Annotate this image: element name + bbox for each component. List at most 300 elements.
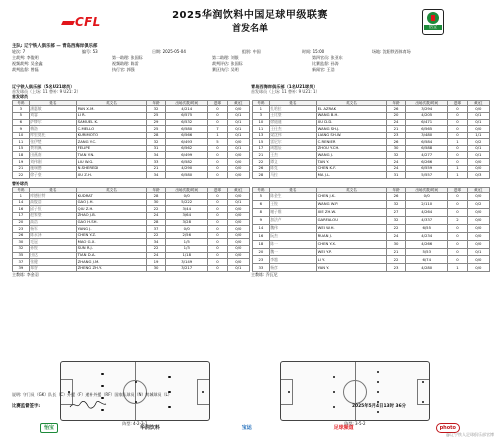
cell-age: 20 bbox=[386, 112, 406, 119]
cell-number: 26 bbox=[13, 232, 30, 239]
cell-age: 31 bbox=[386, 172, 406, 179]
cell-age: 30 bbox=[146, 199, 166, 206]
cell-number: 1 bbox=[13, 193, 30, 200]
cell-goals: 0 bbox=[448, 256, 468, 264]
cell-name-cn: 费利佩 bbox=[29, 145, 76, 152]
cell-apps: 4/214 bbox=[166, 106, 208, 113]
col-header-number: 号码 bbox=[253, 101, 270, 106]
col-header-age: 年龄 bbox=[146, 187, 166, 192]
table-row bbox=[13, 159, 250, 166]
cell-age: 34 bbox=[146, 172, 166, 179]
cell-name-en: TIAN D.A. bbox=[77, 252, 147, 259]
table-row bbox=[253, 216, 490, 224]
away-coach: 主教练: 乔瓦尼 bbox=[251, 272, 278, 278]
time-label: 时间: bbox=[302, 49, 312, 55]
away-team-name: 青岛西海岸俱乐部（1名U21球员） bbox=[251, 84, 318, 89]
cell-name-cn: 库德拉特 bbox=[29, 193, 76, 200]
cell-apps: 2/56 bbox=[166, 232, 208, 239]
cell-age: 29 bbox=[146, 119, 166, 126]
table-row bbox=[253, 145, 490, 152]
cell-name-cn: 刘睿 bbox=[29, 112, 76, 119]
col-header-apps: 出场次数/时间 bbox=[406, 187, 448, 192]
cell-number: 18 bbox=[253, 240, 270, 248]
match-info bbox=[12, 44, 488, 73]
cell-age: 22 bbox=[146, 232, 166, 239]
cell-apps: 6/588 bbox=[406, 145, 448, 152]
var-label: 视频裁判: bbox=[12, 60, 30, 66]
cell-age: 26 bbox=[386, 193, 406, 201]
supervisor-label: 比赛监督: bbox=[312, 60, 330, 66]
cell-number: 1 bbox=[253, 106, 270, 113]
cell-age: 22 bbox=[146, 206, 166, 213]
cell-cards: 0/0 bbox=[227, 232, 249, 239]
player-position-dot bbox=[377, 401, 379, 403]
cell-number: 19 bbox=[13, 159, 30, 166]
player-position-dot bbox=[333, 376, 335, 378]
cell-cards: 0/1 bbox=[227, 126, 249, 133]
table-row bbox=[253, 119, 490, 126]
cell-name-en: TAN Y. bbox=[317, 159, 387, 166]
cell-name-cn: 潘惠敏 bbox=[29, 106, 76, 113]
cell-number: 14 bbox=[13, 199, 30, 206]
cell-cards: 0/1 bbox=[467, 112, 489, 119]
cell-apps: 6/584 bbox=[406, 139, 448, 146]
cell-name-en: LIU W.G. bbox=[77, 159, 147, 166]
cell-goals: 0 bbox=[208, 119, 228, 126]
cell-number: 22 bbox=[13, 172, 30, 179]
cell-name-cn: 王仕杰 bbox=[269, 126, 316, 133]
cell-name-en: ZHAO J.B. bbox=[77, 212, 147, 219]
cell-age: 23 bbox=[386, 132, 406, 139]
cell-cards: 0/0 bbox=[467, 159, 489, 166]
cell-apps: 4/266 bbox=[406, 240, 448, 248]
cell-age: 28 bbox=[146, 219, 166, 226]
venue-exec-value: 吴明 bbox=[230, 66, 239, 72]
cell-cards: 0/1 bbox=[467, 248, 489, 256]
cell-name-en: WEI W.H. bbox=[317, 224, 387, 232]
ref-supervisor-label: 裁判监督: bbox=[12, 66, 30, 72]
col-header-name-cn: 姓名 bbox=[269, 187, 316, 192]
cell-apps: 6/580 bbox=[166, 172, 208, 179]
cell-goals: 0 bbox=[208, 232, 228, 239]
col-header-name-cn: 姓名 bbox=[29, 101, 76, 106]
cell-cards: 1/1 bbox=[467, 132, 489, 139]
avar-label: 视频助理: bbox=[112, 60, 130, 66]
cell-apps: 4/280 bbox=[406, 264, 448, 272]
player-position-dot bbox=[168, 406, 170, 408]
cell-cards: 0/0 bbox=[227, 245, 249, 252]
table-row bbox=[13, 165, 250, 172]
time-value: 15:00 bbox=[312, 49, 325, 55]
cell-age: 22 bbox=[386, 256, 406, 264]
table-row bbox=[253, 264, 490, 272]
table-row bbox=[253, 208, 490, 216]
table-row bbox=[13, 193, 250, 200]
cell-name-cn: 王杰 bbox=[269, 152, 316, 159]
handwritten-signature bbox=[68, 400, 108, 410]
cell-cards: 0/1 bbox=[227, 132, 249, 139]
cell-cards: 0/1 bbox=[227, 145, 249, 152]
cell-age: 27 bbox=[386, 208, 406, 216]
cell-goals: 0 bbox=[208, 212, 228, 219]
lineup-tables bbox=[12, 84, 490, 279]
cell-number: 21 bbox=[253, 152, 270, 159]
sponsor-bar bbox=[40, 418, 460, 438]
cell-number: 35 bbox=[13, 252, 30, 259]
cell-goals: 0 bbox=[448, 193, 468, 201]
table-row bbox=[253, 224, 490, 232]
cell-age: 30 bbox=[146, 265, 166, 272]
cell-goals: 1 bbox=[448, 264, 468, 272]
cell-cards: 0/0 bbox=[227, 259, 249, 266]
group-value: 中国 bbox=[252, 49, 261, 55]
cell-goals: 0 bbox=[448, 145, 468, 152]
cell-name-cn: 杨军 bbox=[29, 226, 76, 233]
home-team-name: 辽宁铁人俱乐部（5名U21球员） bbox=[12, 84, 75, 89]
table-row bbox=[253, 256, 490, 264]
cell-apps: 0/0 bbox=[406, 193, 448, 201]
table-row bbox=[13, 259, 250, 266]
cell-goals: 0 bbox=[208, 172, 228, 179]
cell-apps: 3/294 bbox=[406, 106, 448, 113]
legend: 说明: 守门员（GK）队长（C）外援（F）递补外援（RF）国家队球员（N）跨城球员（L） bbox=[12, 392, 172, 397]
table-row bbox=[13, 172, 250, 179]
table-row bbox=[13, 206, 250, 213]
venue-value: 沈阳铁西体育场 bbox=[382, 49, 411, 55]
cell-goals: 0 bbox=[448, 152, 468, 159]
cell-goals: 0 bbox=[448, 208, 468, 216]
sponsor-4: 足球频道 bbox=[333, 425, 354, 431]
cell-apps: 6/575 bbox=[166, 112, 208, 119]
away-pitch bbox=[280, 361, 430, 421]
col-header-number: 号码 bbox=[253, 187, 270, 192]
cell-name-en: PAN X.M. bbox=[77, 106, 147, 113]
sponsor-2: 华润饮料 bbox=[139, 425, 160, 431]
cell-number: 22 bbox=[253, 159, 270, 166]
cell-cards: 0/0 bbox=[227, 165, 249, 172]
col-header-age: 年龄 bbox=[386, 101, 406, 106]
cell-apps: 6/562 bbox=[166, 145, 208, 152]
table-row bbox=[13, 232, 250, 239]
cell-number: 23 bbox=[253, 256, 270, 264]
cell-name-en: CHEN Y.X. bbox=[317, 240, 387, 248]
table-row bbox=[253, 139, 490, 146]
table-row bbox=[253, 159, 490, 166]
cell-apps: 5/53 bbox=[406, 248, 448, 256]
cell-number: 20 bbox=[13, 219, 30, 226]
cell-age: 23 bbox=[386, 264, 406, 272]
cell-number: 10 bbox=[13, 132, 30, 139]
cell-name-cn: 周越辰 bbox=[269, 145, 316, 152]
cell-number: 33 bbox=[253, 264, 270, 272]
sponsor-3: 宝运 bbox=[241, 425, 252, 431]
ar1-label: 第一助理: bbox=[112, 55, 130, 61]
cell-name-en: TIAN Y.N. bbox=[77, 152, 147, 159]
cell-name-en: WEI Y.P. bbox=[317, 248, 387, 256]
cell-apps: 4/277 bbox=[406, 152, 448, 159]
player-position-dot bbox=[101, 385, 103, 387]
cell-name-cn: 陈永泽 bbox=[29, 232, 76, 239]
col-header-name-cn: 姓名 bbox=[29, 187, 76, 192]
cell-age: 22 bbox=[386, 224, 406, 232]
table-row bbox=[13, 145, 250, 152]
player-position-dot bbox=[377, 371, 379, 373]
cell-age: 28 bbox=[146, 132, 166, 139]
cell-apps: 6/55 bbox=[406, 224, 448, 232]
col-header-name-en: 英文名 bbox=[77, 101, 147, 106]
table-row bbox=[13, 119, 250, 126]
home-subs-table bbox=[12, 187, 250, 272]
away-squad-summary: 首发球员（上场: 11 替补: 9 U21: 1） bbox=[251, 89, 320, 94]
cell-age: 22 bbox=[146, 245, 166, 252]
col-header-apps: 出场次数/时间 bbox=[166, 101, 208, 106]
cell-cards: 0/1 bbox=[227, 112, 249, 119]
cell-name-cn: 扎哈拉 bbox=[269, 106, 316, 113]
col-header-cards: 黄/红 bbox=[227, 187, 249, 192]
cell-number: 14 bbox=[253, 224, 270, 232]
cell-number: 39 bbox=[13, 265, 30, 272]
cell-number: 5 bbox=[13, 112, 30, 119]
cell-name-en: SAMUEL K. bbox=[77, 119, 147, 126]
cell-age: 24 bbox=[146, 212, 166, 219]
cell-age: 30 bbox=[386, 240, 406, 248]
cell-cards: 0/1 bbox=[227, 119, 249, 126]
cell-name-en: FELIPE bbox=[77, 145, 147, 152]
cell-apps: 3/149 bbox=[166, 259, 208, 266]
cell-age: 32 bbox=[386, 201, 406, 209]
cell-cards: 0/0 bbox=[467, 126, 489, 133]
cell-age: 25 bbox=[146, 112, 166, 119]
signature-label: 比赛监督签字: bbox=[12, 404, 41, 409]
cell-age: 24 bbox=[386, 165, 406, 172]
cell-apps: 6/74 bbox=[406, 256, 448, 264]
cell-name-cn: 陈克 bbox=[269, 165, 316, 172]
cell-age: 21 bbox=[146, 165, 166, 172]
cell-apps: 3/217 bbox=[166, 265, 208, 272]
cell-number: 13 bbox=[253, 132, 270, 139]
var-value: 吴金鑫 bbox=[30, 60, 43, 66]
cell-apps: 3/44 bbox=[166, 206, 208, 213]
cell-name-en: WANG W.P. bbox=[317, 201, 387, 209]
cell-goals: 0 bbox=[208, 199, 228, 206]
ref-supervisor-value: 曾磊 bbox=[30, 66, 39, 72]
sponsor-5: photo bbox=[436, 423, 460, 433]
cell-name-en: N.SHEREDI bbox=[77, 165, 147, 172]
cell-number: 6 bbox=[253, 201, 270, 209]
table-row bbox=[13, 265, 250, 272]
cell-apps: 6/471 bbox=[406, 119, 448, 126]
cell-apps: 6/493 bbox=[166, 139, 208, 146]
cell-goals: 1 bbox=[208, 132, 228, 139]
cell-cards: 0/0 bbox=[467, 106, 489, 113]
cell-cards: 0/0 bbox=[227, 172, 249, 179]
cell-age: 37 bbox=[146, 226, 166, 233]
col-header-goals: 进球 bbox=[208, 101, 228, 106]
cell-cards: 0/1 bbox=[467, 152, 489, 159]
table-row bbox=[13, 106, 250, 113]
cell-goals: 0 bbox=[208, 226, 228, 233]
cell-cards: 0/3 bbox=[467, 172, 489, 179]
cell-cards: 0/2 bbox=[467, 139, 489, 146]
cell-apps: 1/5 bbox=[166, 239, 208, 246]
match-teams: 主队: 辽宁铁人俱乐部 — 青岛西海岸俱乐部 bbox=[12, 44, 98, 49]
cell-number: 21 bbox=[13, 165, 30, 172]
cell-age: 32 bbox=[386, 216, 406, 224]
cell-cards: 0/0 bbox=[227, 139, 249, 146]
cell-name-en: RUAN J. bbox=[317, 232, 387, 240]
cell-name-en: WANG J. bbox=[317, 152, 387, 159]
cell-cards: 0/0 bbox=[467, 165, 489, 172]
cell-goals: 5 bbox=[208, 139, 228, 146]
cell-number: 15 bbox=[13, 145, 30, 152]
cell-goals: 0 bbox=[208, 219, 228, 226]
cell-goals: 0 bbox=[208, 159, 228, 166]
cell-goals: 0 bbox=[208, 152, 228, 159]
cell-name-cn: 马拉 bbox=[269, 172, 316, 179]
cell-cards: 0/0 bbox=[467, 224, 489, 232]
cell-number: 16 bbox=[253, 232, 270, 240]
sign-datetime: 2025年5月4日13时 36分 bbox=[352, 404, 407, 409]
table-row bbox=[13, 239, 250, 246]
player-position-dot bbox=[377, 411, 379, 413]
cell-apps: 4/205 bbox=[406, 112, 448, 119]
cell-name-en: GARFALOU bbox=[317, 216, 387, 224]
home-formation-label: 阵型: 4-2-3-1 bbox=[122, 421, 148, 426]
cell-goals: 0 bbox=[448, 119, 468, 126]
player-position-dot bbox=[333, 406, 335, 408]
table-row bbox=[253, 193, 490, 201]
cell-name-en: YAN Y. bbox=[317, 264, 387, 272]
cell-name-en: ZHANG J.M. bbox=[77, 259, 147, 266]
away-formation-label: 阵型: 3-5-2 bbox=[344, 421, 366, 426]
cell-cards: 0/0 bbox=[467, 256, 489, 264]
cell-goals: 0 bbox=[208, 165, 228, 172]
cell-name-cn: 陈金生 bbox=[269, 193, 316, 201]
cell-apps: 1/3 bbox=[166, 245, 208, 252]
cell-goals: 7 bbox=[208, 126, 228, 133]
table-row bbox=[253, 152, 490, 159]
cell-goals: 0 bbox=[448, 126, 468, 133]
round-value: 7 bbox=[22, 49, 26, 55]
cell-goals: 0 bbox=[448, 201, 468, 209]
cell-age: 24 bbox=[386, 119, 406, 126]
cell-goals: 0 bbox=[208, 206, 228, 213]
cell-goals: 0 bbox=[208, 145, 228, 152]
cell-number: 16 bbox=[13, 206, 30, 213]
cell-apps: 3/28 bbox=[166, 219, 208, 226]
home-pitch bbox=[60, 361, 210, 421]
col-header-age: 年龄 bbox=[386, 187, 406, 192]
home-squad-summary: 首发球员（上场: 11 替补: 9 U21: 2） bbox=[12, 89, 81, 94]
cell-name-en: WANG B.H. bbox=[317, 112, 387, 119]
sponsor-1: 怡宝 bbox=[40, 423, 58, 433]
cell-name-cn: 谢子维 bbox=[269, 208, 316, 216]
col-header-number: 号码 bbox=[13, 187, 30, 192]
cell-goals: 2 bbox=[448, 216, 468, 224]
cell-age: 24 bbox=[386, 232, 406, 240]
cell-name-en: KURIMOTO bbox=[77, 132, 147, 139]
page-subtitle: 首发名单 bbox=[231, 24, 268, 34]
player-position-dot bbox=[101, 373, 103, 375]
cell-goals: 0 bbox=[208, 239, 228, 246]
table-row bbox=[13, 219, 250, 226]
cell-name-en: LIANG SH.W. bbox=[317, 132, 387, 139]
cell-goals: 0 bbox=[208, 106, 228, 113]
cell-name-en: YANG J. bbox=[77, 226, 147, 233]
cell-name-en: GAO J.H. bbox=[77, 199, 147, 206]
player-position-dot bbox=[377, 381, 379, 383]
cell-apps: 5/222 bbox=[166, 199, 208, 206]
cell-name-en: LI R. bbox=[77, 112, 147, 119]
cell-name-cn: 梅洛 bbox=[29, 126, 76, 133]
cell-name-en: KUDRAT bbox=[77, 193, 147, 200]
cell-goals: 0 bbox=[448, 240, 468, 248]
col-header-apps: 出场次数/时间 bbox=[406, 101, 448, 106]
table-row bbox=[253, 132, 490, 139]
cell-name-en: QIU Z.H. bbox=[77, 206, 147, 213]
col-header-cards: 黄/红 bbox=[467, 101, 489, 106]
cell-apps: 6/566 bbox=[166, 132, 208, 139]
table-row bbox=[13, 132, 250, 139]
cell-apps: 0/0 bbox=[166, 226, 208, 233]
cell-age: 25 bbox=[146, 126, 166, 133]
cell-goals: 0 bbox=[208, 252, 228, 259]
cell-number: 9 bbox=[253, 216, 270, 224]
cell-goals: 0 bbox=[208, 259, 228, 266]
cell-name-en: ZHENG ZH.Y. bbox=[77, 265, 147, 272]
cell-name-cn: 库里莫托 bbox=[29, 132, 76, 139]
cell-number: 11 bbox=[253, 126, 270, 133]
cell-age: 19 bbox=[146, 259, 166, 266]
cell-name-en: EL AZRAK bbox=[317, 106, 387, 113]
league-logo: CFL bbox=[62, 15, 101, 29]
cell-name-cn: 徐子豪 bbox=[29, 172, 76, 179]
cell-name-cn: 谭义 bbox=[269, 159, 316, 166]
cell-name-cn: 田达 bbox=[29, 252, 76, 259]
cell-cards: 0/1 bbox=[467, 145, 489, 152]
cell-name-cn: 高俊浩 bbox=[29, 199, 76, 206]
col-header-name-en: 英文名 bbox=[317, 187, 387, 192]
cell-name-cn: 高浩 bbox=[29, 219, 76, 226]
cell-goals: 0 bbox=[208, 193, 228, 200]
cell-number: 32 bbox=[13, 245, 30, 252]
col-header-name-cn: 姓名 bbox=[269, 101, 316, 106]
cell-goals: 0 bbox=[448, 224, 468, 232]
date-value: 2025-05-04 bbox=[162, 49, 186, 55]
cell-cards: 0/0 bbox=[467, 216, 489, 224]
cell-name-en: XU Z.H. bbox=[77, 172, 147, 179]
cell-cards: 0/0 bbox=[227, 152, 249, 159]
cell-name-cn: 李越 bbox=[269, 256, 316, 264]
home-starters-table bbox=[12, 100, 250, 179]
cell-name-cn: 梁沈伟 bbox=[269, 132, 316, 139]
executive-value: 郭强 bbox=[126, 66, 135, 72]
cell-cards: 0/0 bbox=[227, 226, 249, 233]
cell-name-cn: 阮杰 bbox=[269, 232, 316, 240]
cell-goals: 0 bbox=[448, 106, 468, 113]
cell-number: 23 bbox=[13, 226, 30, 233]
cell-name-en: WANG SH.J. bbox=[317, 126, 387, 133]
cell-apps: 4/234 bbox=[406, 232, 448, 240]
cell-apps: 3/64 bbox=[166, 212, 208, 219]
starters-label: 首发球员 bbox=[12, 94, 28, 99]
cell-cards: 0/0 bbox=[467, 193, 489, 201]
cell-goals: 0 bbox=[448, 232, 468, 240]
cell-apps: 6/580 bbox=[166, 126, 208, 133]
cell-cards: 0/0 bbox=[227, 219, 249, 226]
cell-number: 6 bbox=[13, 119, 30, 126]
cell-apps: 1/18 bbox=[166, 252, 208, 259]
